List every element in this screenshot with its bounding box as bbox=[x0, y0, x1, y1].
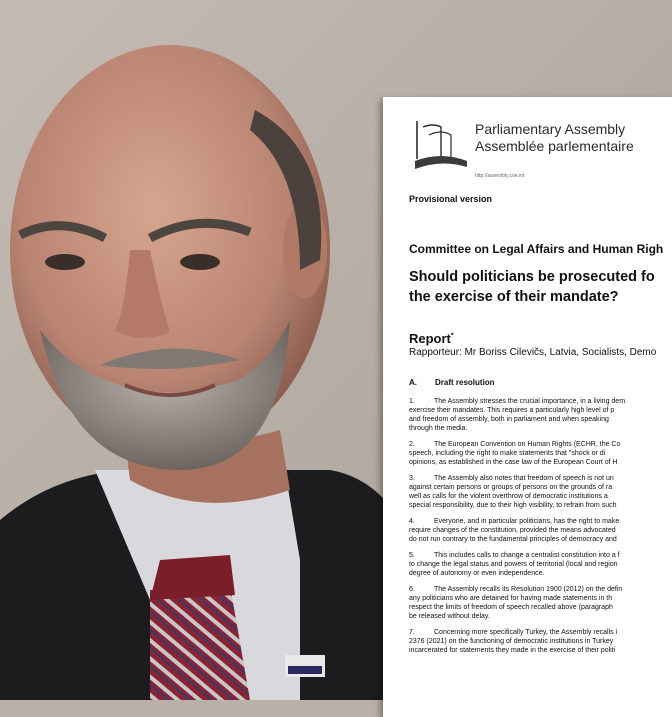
paragraph-line: special responsibility, due to their high visibility, to refrain from such bbox=[409, 502, 617, 509]
paragraph-line: and freedom of assembly, both in parliament and when speaking bbox=[409, 416, 609, 423]
paragraph-line: 7. Concerning more specifically Turkey, the Assembly recalls i bbox=[409, 629, 618, 636]
paragraph-line: 2. The European Convention on Human Rights (ECHR, the Co bbox=[409, 441, 621, 448]
paragraph-line: 5. This includes calls to change a centralist constitution into a f bbox=[409, 552, 620, 559]
paragraph-number: 7. bbox=[409, 629, 415, 636]
paragraph-line: well as calls for the violent overthrow of democratic institutions a bbox=[409, 493, 608, 500]
paragraph-line: be released without delay. bbox=[409, 613, 490, 620]
paragraph-number: 3. bbox=[409, 475, 415, 482]
assembly-name-en: Parliamentary Assembly bbox=[475, 121, 626, 137]
paragraph-line: 4. Everyone, and in particular politicians, has the right to make bbox=[409, 518, 620, 525]
paragraph-line: 3. The Assembly also notes that freedom of speech is not un bbox=[409, 475, 614, 482]
document-page bbox=[383, 97, 672, 717]
assembly-name bbox=[475, 121, 634, 155]
paragraph bbox=[409, 440, 672, 467]
document-title bbox=[409, 267, 655, 307]
paragraph bbox=[409, 585, 672, 621]
committee-heading: Committee on Legal Affairs and Human Righ bbox=[409, 242, 664, 256]
paragraph-line: speech, including the right to make statements that "shock or di bbox=[409, 450, 606, 457]
paragraph-line: require changes of the constitution, provided the means advocated bbox=[409, 527, 616, 534]
provisional-version-label: Provisional version bbox=[409, 194, 493, 204]
paragraph-line: opinions, as established in the case law of the European Court of H bbox=[409, 459, 618, 466]
title-line: Should politicians be prosecuted fo bbox=[409, 269, 655, 285]
report-heading: Report* bbox=[409, 331, 454, 346]
paragraph-line: 1. The Assembly stresses the crucial importance, in a living dem bbox=[409, 398, 626, 405]
paragraph-line: do not run contrary to the fundamental principles of democracy and bbox=[409, 536, 617, 543]
resolution-paragraphs bbox=[409, 397, 672, 662]
paragraph bbox=[409, 474, 672, 510]
paragraph-line: 6. The Assembly recalls its Resolution 1900 (2012) on the defin bbox=[409, 586, 623, 593]
paragraph-number: 1. bbox=[409, 398, 415, 405]
paragraph-line: to change the legal status and powers of territorial (local and region bbox=[409, 561, 618, 568]
paragraph-line: against certain persons or groups of persons on the grounds of ra bbox=[409, 484, 613, 491]
paragraph-line: through the media. bbox=[409, 425, 468, 432]
paragraph-line: respect the limits of freedom of speech recalled above (paragraph bbox=[409, 604, 613, 611]
paragraph-line: incarcerated for statements they made in the exercise of their politi bbox=[409, 647, 616, 654]
paragraph bbox=[409, 628, 672, 655]
title-line: the exercise of their mandate? bbox=[409, 289, 619, 305]
paragraph-number: 4. bbox=[409, 518, 415, 525]
paragraph bbox=[409, 551, 672, 578]
paragraph-number: 2. bbox=[409, 441, 415, 448]
paragraph-line: any politicians who are detained for having made statements in th bbox=[409, 595, 613, 602]
paragraph-number: 5. bbox=[409, 552, 415, 559]
paragraph-line: 2376 (2021) on the functioning of democratic institutions in Turkey bbox=[409, 638, 614, 645]
rapporteur-line: Rapporteur: Mr Boriss Cilevičs, Latvia, Socialists, Demo bbox=[409, 347, 657, 358]
assembly-logo-icon bbox=[411, 115, 469, 175]
paragraph-line: degree of autonomy or even independence. bbox=[409, 570, 545, 577]
assembly-url: http://assembly.coe.int bbox=[475, 173, 525, 179]
paragraph bbox=[409, 397, 672, 433]
paragraph-number: 6. bbox=[409, 586, 415, 593]
paragraph bbox=[409, 517, 672, 544]
assembly-name-fr: Assemblée parlementaire bbox=[475, 138, 634, 154]
paragraph-line: exercise their mandates. This requires a particularly high level of p bbox=[409, 407, 615, 414]
section-heading: A. Draft resolution bbox=[409, 378, 495, 387]
